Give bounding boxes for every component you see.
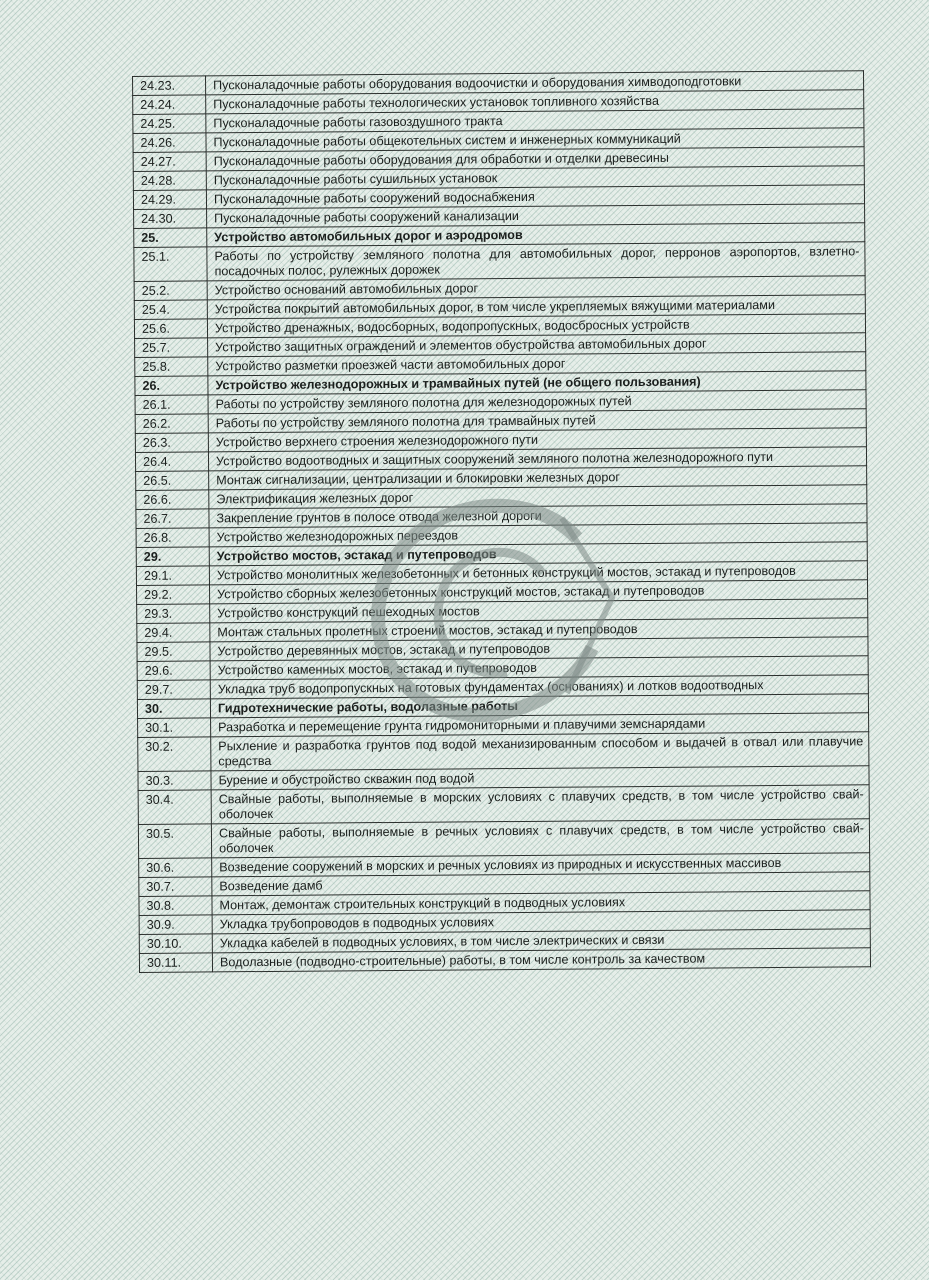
row-number: 30.1. bbox=[138, 718, 211, 738]
row-number: 26.1. bbox=[135, 395, 208, 415]
row-number: 29.5. bbox=[137, 642, 210, 662]
item-row bbox=[138, 732, 869, 772]
row-description: Устройство сборных железобетонных конструкций мостов, эстакад и путепроводов bbox=[209, 580, 867, 604]
row-description: Устройство конструкций пешеходных мостов bbox=[210, 599, 868, 623]
row-description: Устройство монолитных железобетонных и бетонных конструкций мостов, эстакад и путепроводов bbox=[209, 561, 867, 585]
row-description: Устройство железнодорожных и трамвайных путей (не общего пользования) bbox=[208, 371, 866, 395]
row-number: 30.9. bbox=[139, 915, 212, 935]
item-row bbox=[138, 785, 869, 825]
row-number: 25.8. bbox=[135, 357, 208, 377]
row-number: 26.3. bbox=[135, 433, 208, 453]
row-number: 24.25. bbox=[133, 114, 206, 134]
row-number: 29.1. bbox=[136, 566, 209, 586]
row-description: Пусконаладочные работы сооружений водоснабжения bbox=[206, 185, 864, 209]
row-number: 24.24. bbox=[133, 95, 206, 115]
row-description: Устройство железнодорожных переездов bbox=[209, 523, 867, 547]
item-row bbox=[138, 819, 869, 859]
row-number: 30. bbox=[137, 699, 210, 719]
row-description: Пусконаладочные работы оборудования водоочистки и оборудования химводоподготовки bbox=[206, 71, 864, 95]
row-number: 24.28. bbox=[133, 171, 206, 191]
row-description: Работы по устройству земляного полотна для автомобильных дорог, перронов аэропортов, взлетно-посадочных полос, рулежных дорожек bbox=[207, 242, 865, 281]
row-description: Свайные работы, выполняемые в морских условиях с плавучих средств, в том числе устройство свай-оболочек bbox=[211, 785, 869, 824]
row-description: Пусконаладочные работы технологических установок топливного хозяйства bbox=[206, 90, 864, 114]
row-description: Укладка кабелей в подводных условиях, в том числе электрических и связи bbox=[212, 929, 870, 953]
row-description: Закрепление грунтов в полосе отвода железной дороги bbox=[209, 504, 867, 528]
row-number: 25.7. bbox=[135, 338, 208, 358]
row-description: Монтаж, демонтаж строительных конструкций в подводных условиях bbox=[212, 891, 870, 915]
row-number: 25.2. bbox=[134, 281, 207, 301]
row-description: Устройство защитных ограждений и элементов обустройства автомобильных дорог bbox=[208, 333, 866, 357]
row-number: 26.2. bbox=[135, 414, 208, 434]
row-description: Пусконаладочные работы оборудования для обработки и отделки древесины bbox=[206, 147, 864, 171]
row-number: 30.11. bbox=[139, 953, 212, 973]
row-number: 24.29. bbox=[133, 190, 206, 210]
row-number: 24.30. bbox=[134, 209, 207, 229]
works-table bbox=[132, 70, 871, 973]
row-number: 25.1. bbox=[134, 247, 207, 282]
row-number: 24.27. bbox=[133, 152, 206, 172]
row-description: Устройство разметки проезжей части автомобильных дорог bbox=[208, 352, 866, 376]
row-description: Устройство деревянных мостов, эстакад и путепроводов bbox=[210, 637, 868, 661]
row-number: 30.3. bbox=[138, 771, 211, 791]
row-number: 25.6. bbox=[134, 319, 207, 339]
row-number: 29.7. bbox=[137, 680, 210, 700]
row-number: 30.8. bbox=[139, 896, 212, 916]
row-number: 26.6. bbox=[136, 490, 209, 510]
row-number: 29.3. bbox=[137, 604, 210, 624]
row-number: 30.2. bbox=[138, 737, 211, 772]
row-number: 30.4. bbox=[138, 790, 211, 825]
row-number: 24.26. bbox=[133, 133, 206, 153]
row-description: Возведение дамб bbox=[212, 872, 870, 896]
row-number: 30.7. bbox=[139, 877, 212, 897]
row-number: 30.5. bbox=[138, 824, 211, 859]
row-description: Пусконаладочные работы общекотельных систем и инженерных коммуникаций bbox=[206, 128, 864, 152]
row-description: Устройство каменных мостов, эстакад и путепроводов bbox=[210, 656, 868, 680]
row-number: 25.4. bbox=[134, 300, 207, 320]
works-table-body bbox=[133, 71, 871, 973]
row-description: Бурение и обустройство скважин под водой bbox=[211, 766, 869, 790]
row-number: 26.4. bbox=[135, 452, 208, 472]
row-description: Работы по устройству земляного полотна для трамвайных путей bbox=[208, 409, 866, 433]
row-description: Пусконаладочные работы газовоздушного тракта bbox=[206, 109, 864, 133]
row-description: Устройство мостов, эстакад и путепроводов bbox=[209, 542, 867, 566]
row-number: 25. bbox=[134, 228, 207, 248]
row-description: Монтаж сигнализации, централизации и блокировки железных дорог bbox=[209, 466, 867, 490]
row-description: Водолазные (подводно-строительные) работы, в том числе контроль за качеством bbox=[212, 948, 870, 972]
row-description: Разработка и перемещение грунта гидромониторными и плавучими земснарядами bbox=[211, 713, 869, 737]
row-description: Устройство водоотводных и защитных сооружений земляного полотна железнодорожного пути bbox=[208, 447, 866, 471]
item-row bbox=[134, 242, 865, 282]
row-description: Устройство автомобильных дорог и аэродромов bbox=[207, 223, 865, 247]
row-number: 26.5. bbox=[136, 471, 209, 491]
row-description: Возведение сооружений в морских и речных условиях из природных и искусственных массивов bbox=[212, 853, 870, 877]
row-description: Свайные работы, выполняемые в речных условиях с плавучих средств, в том числе устройство свай-оболочек bbox=[211, 819, 869, 858]
row-description: Монтаж стальных пролетных строений мостов, эстакад и путепроводов bbox=[210, 618, 868, 642]
row-number: 26.7. bbox=[136, 509, 209, 529]
row-description: Электрификация железных дорог bbox=[209, 485, 867, 509]
row-description: Укладка трубопроводов в подводных условиях bbox=[212, 910, 870, 934]
row-description: Рыхление и разработка грунтов под водой механизированным способом и выдачей в отвал или плавучие средства bbox=[211, 732, 869, 771]
row-number: 30.6. bbox=[139, 858, 212, 878]
row-number: 29.2. bbox=[137, 585, 210, 605]
row-description: Устройство верхнего строения железнодорожного пути bbox=[208, 428, 866, 452]
row-description: Устройства покрытий автомобильных дорог, в том числе укрепляемых вяжущими материалами bbox=[207, 295, 865, 319]
row-description: Устройство дренажных, водосборных, водопропускных, водосбросных устройств bbox=[207, 314, 865, 338]
row-description: Работы по устройству земляного полотна для железнодорожных путей bbox=[208, 390, 866, 414]
row-number: 24.23. bbox=[133, 76, 206, 96]
row-description: Укладка труб водопропускных на готовых фундаментах (основаниях) и лотков водоотводных bbox=[210, 675, 868, 699]
row-number: 29.4. bbox=[137, 623, 210, 643]
row-description: Пусконаладочные работы сушильных установок bbox=[206, 166, 864, 190]
row-description: Гидротехнические работы, водолазные работы bbox=[210, 694, 868, 718]
row-number: 26. bbox=[135, 376, 208, 396]
row-description: Пусконаладочные работы сооружений канализации bbox=[207, 204, 865, 228]
row-number: 29.6. bbox=[137, 661, 210, 681]
row-number: 26.8. bbox=[136, 528, 209, 548]
row-description: Устройство оснований автомобильных дорог bbox=[207, 276, 865, 300]
row-number: 29. bbox=[136, 547, 209, 567]
row-number: 30.10. bbox=[139, 934, 212, 954]
